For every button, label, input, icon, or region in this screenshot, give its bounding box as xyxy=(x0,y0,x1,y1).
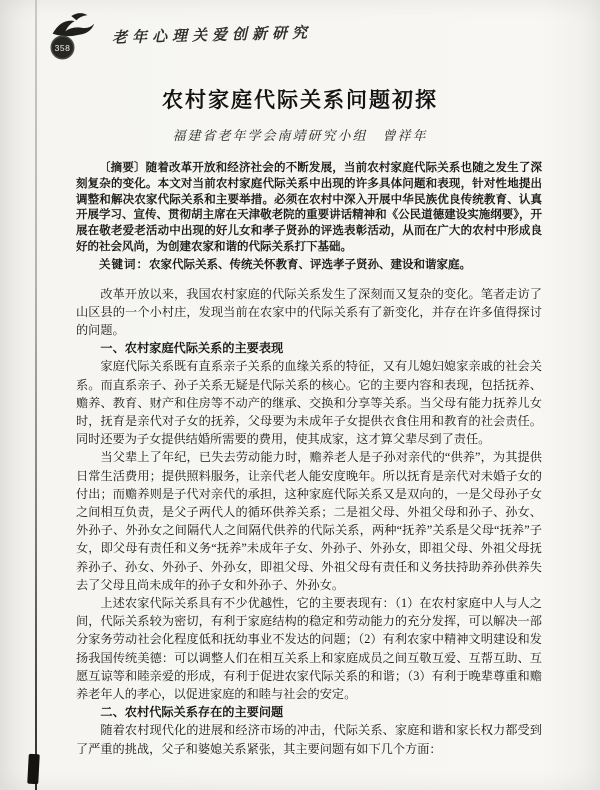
body-paragraph: 随着农村现代化的进展和经济市场的冲击，代际关系、家庭和谐和家长权力都受到了严重的挑战，父子和婆媳关系紧张，其主要问题有如下几个方面： xyxy=(76,723,542,756)
scan-ink-mark xyxy=(27,754,40,785)
body-paragraph: 当父辈上了年纪，已失去劳动能力时，赡养老人是子孙对亲代的“供养”，为其提供日常生活费用；提供照料服务，让亲代老人能安度晚年。所以抚育是亲代对未婚子女的付出；而赡养则是子代对亲代的承担，这种家庭代际关系又是双向的，一是父母孙子女之间相互负责，是父子两代人的循环供养关系；二是祖父母、外祖父母和孙子、孙女、外孙子、外孙女之间隔代人之间隔代供养的代际关系，两种“抚养”关系是父母“抚养”子女，即父母有责任和义务“抚养”未成年子女、外孙子、外孙女，即祖父母、外祖父母抚养孙子、孙女、外孙子、外孙女，即祖父母、外祖父母有责任和义务扶持助养孙供养失去了父母且尚未成年的孙子女和外孙子、外孙女。 xyxy=(76,450,542,592)
article-body xyxy=(76,285,542,758)
abstract-block xyxy=(76,161,542,274)
section-heading-1: 一、农村家庭代际关系的主要表现 xyxy=(100,341,284,356)
page-number-badge: 358 xyxy=(52,37,73,58)
author-line: 福建省老年学会南靖研究小组 曾祥年 xyxy=(172,128,428,143)
scan-binding-line xyxy=(35,0,37,790)
keywords-line xyxy=(76,258,542,274)
text-column xyxy=(0,161,600,758)
column-script-title: 老年心理关爱创新研究 xyxy=(111,25,313,47)
abstract-label: 〔摘要〕 xyxy=(99,162,146,174)
abstract-text: 随着改革开放和经济社会的不断发展，当前农村家庭代际关系也随之发生了深刻复杂的变化。本文对当前农村家庭代际关系中出现的许多具体问题和表现，针对性地提出调整和解决农家代际关系和主要举措。必须在农村中深入开展中华民族优良传统教育、认真开展学习、宣传、贯彻胡主席在天津敬老院的重要讲话精神和《公民道德建设实施纲要》，开展在敬老爱老活动中出现的好儿女和孝子贤孙的评选表彰活动，从而在广大的农村中形成良好的社会风尚，为创建农家和谐的代际关系打下基础。 xyxy=(76,162,543,253)
keywords-text: 农家代际关系、传统关怀教育、评选孝子贤孙、建设和谐家庭。 xyxy=(149,258,471,271)
abstract-paragraph xyxy=(76,161,542,256)
article-title: 农村家庭代际关系问题初探 xyxy=(162,88,438,112)
keywords-label: 关键词： xyxy=(99,258,149,271)
page-header xyxy=(42,10,600,66)
intro-paragraph: 改革开放以来，我国农村家庭的代际关系发生了深刻而又复杂的变化。笔者走访了山区县的一个小村庄，发现当前在农家中的代际关系有了新变化，并存在许多值得探讨的问题。 xyxy=(76,286,542,337)
section-heading-2: 二、农村代际关系存在的主要问题 xyxy=(100,705,284,720)
body-paragraph: 上述农家代际关系具有不少优越性，它的主要表现有：（1）在农村家庭中人与人之间，代际关系较为密切，有利于家庭结构的稳定和劳动能力的充分发挥，可以解决一部分家务劳动社会化程度低和抚幼事业不发达的问题；（2）有利农家中精神文明建设和发扬我国传统美德：可以调整人们在相互关系上和家庭成员之间互敬互爱、互帮互助、互愿互谅等和睦亲爱的形成，有利于促进农家代际关系的和谐；（3）有利于晚辈尊重和赡养老年人的孝心，以促进家庭的和睦与社会的安定。 xyxy=(76,596,542,702)
body-paragraph: 家庭代际关系既有直系亲子关系的血缘关系的特征，又有儿媳妇媳家亲戚的社会关系。而直系亲子、孙子关系无疑是代际关系的核心。它的主要内容和表现，包括抚养、赡养、教育、财产和住房等不动产的继承、交换和分享等关系。当父母有能力抚养儿女时，抚育是亲代对子女的抚养，父母要为未成年子女提供衣食住用和教育的社会责任。同时还要为子女提供结婚所需要的费用，使其成家，这才算父辈尽到了责任。 xyxy=(76,359,542,447)
